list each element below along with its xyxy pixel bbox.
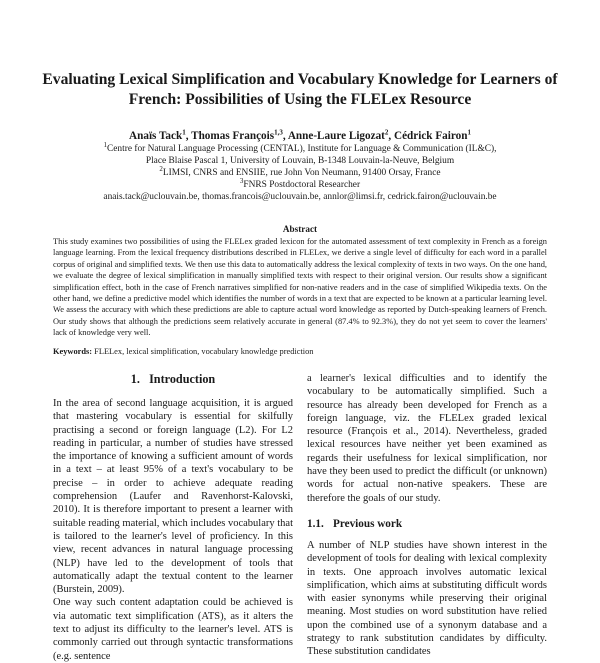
author-affiliation-mark: 2: [384, 128, 389, 137]
author-affiliation-mark: 1,3: [274, 128, 283, 137]
author-affiliation-mark: 1: [182, 128, 186, 137]
affiliation-1-line-2: Place Blaise Pascal 1, University of Louvain, B-1348 Louvain-la-Neuve, Belgium: [145, 156, 455, 166]
keywords-text: FLELex, lexical simplification, vocabulary knowledge prediction: [94, 347, 314, 356]
author-affiliation-mark: 1: [467, 128, 471, 137]
abstract-body: This study examines two possibilities of using the FLELex graded lexicon for the automated assessment of text complexity in French as a foreign language learning. From the lexical frequency distributions described in FLELex, we derive a single level of difficulty for each word in a parallel corpus of original and simplified texts. We then use this data to automatically address the lexical complexity of texts in two ways. On the one hand, we evaluate the degree of lexical simplification in manually simplified texts with respect to their original version. Our results show a significant simplification effect, both in the case of French narratives simplified for non-native readers and in the case of simplified Wikipedia texts. On the other hand, we define a predictive model which identifies the number of words in a text that are expected to be known at a particular learning level. We assess the accuracy with which these predictions are able to capture actual word knowledge as reported by Dutch-speaking learners of French. Our study shows that although the predictions seem relatively accurate in general (87.4% to 92.3%), they do not yet seem to cover the learners' lack of knowledge very well.: [53, 237, 547, 338]
paragraph: a learner's lexical difficulties and to identify the vocabulary to be automatically simplified. Such a resource has already been developed for French as a foreign language, viz. the FLELex graded lexical resource (François et al., 2014). Nevertheless, graded lexical resources have neither yet been examined as regards their usefulness for lexical simplification, nor have they been used to predict the difficult (or unknown) words for actual non-native speakers. These are therefore the goals of our study.: [307, 373, 547, 504]
author-name: Anne-Laure Ligozat: [287, 130, 385, 142]
author-list: Anaïs Tack$^1$, Thomas François$^{1,3}$, Anne-Laure Ligozat$^2$, Cédrick Fairon$^1$: [129, 128, 471, 142]
paragraph: One way such content adaptation could be achieved is via automatic text simplification (ATS), as it alters the text to adjust its difficulty to the learner's level. ATS is commonly carried out through syntactic transformations (e.g. sentence: [53, 597, 293, 662]
paragraph: In the area of second language acquisition, it is argued that mastering vocabulary is essential for skilfully practising a second or foreign language (L2). For L2 reading in particular, a number of studies have stressed the importance of knowing a sufficient amount of words in a text – at least 95% of a text's vocabulary to be precise – in order to achieve adequate reading comprehension (Laufer and Ravenhorst-Kalovski, 2010). It is therefore important to present a learner with suitable reading material, which includes vocabulary that is tailored to the learner's level of proficiency. In this view, recent advances in natural language processing (NLP) have led to the development of tools that automatically adapt the textual content to the learner (Burstein, 2009).: [53, 398, 293, 596]
section-heading-introduction: 1. Introduction: [130, 372, 216, 386]
author-emails: anais.tack@uclouvain.be, thomas.francois@uclouvain.be, annlor@limsi.fr, cedrick.fairon@uclouvain.be: [103, 192, 497, 202]
author-name: Cédrick Fairon: [394, 130, 468, 142]
affiliation-3: $^3$FNRS Postdoctoral Researcher: [239, 176, 361, 190]
abstract-heading: Abstract: [282, 224, 318, 234]
left-column: [53, 372, 293, 663]
author-name: Anaïs Tack: [129, 130, 183, 142]
subsection-heading-previous-work: 1.1. Previous work: [307, 517, 403, 530]
paragraph: A number of NLP studies have shown interest in the development of tools for dealing with lexical complexity in texts. One approach involves automatic lexical simplification, which aims at substituting difficult words with easier synonyms while preserving their original meaning. Most studies on word substitution have relied upon the combined use of a synonym database and a strategy to rank substitution candidates by difficulty. These substitution candidates: [307, 539, 547, 658]
right-column: [307, 372, 547, 659]
author-name: Thomas François: [191, 130, 275, 142]
keywords-label: Keywords:: [53, 347, 93, 356]
keywords: [53, 346, 547, 357]
paper-title: Evaluating Lexical Simplification and Vocabulary Knowledge for Learners of French: Possibilities of Using the FLELex Resource: [42, 71, 558, 108]
affiliation-2: $^2$LIMSI, CNRS and ENSIIE, rue John Von Neumann, 91400 Orsay, France: [159, 164, 441, 178]
affiliation-1-line-1: $^1$Centre for Natural Language Processing (CENTAL), Institute for Language & Communication (IL&C),: [103, 140, 497, 154]
